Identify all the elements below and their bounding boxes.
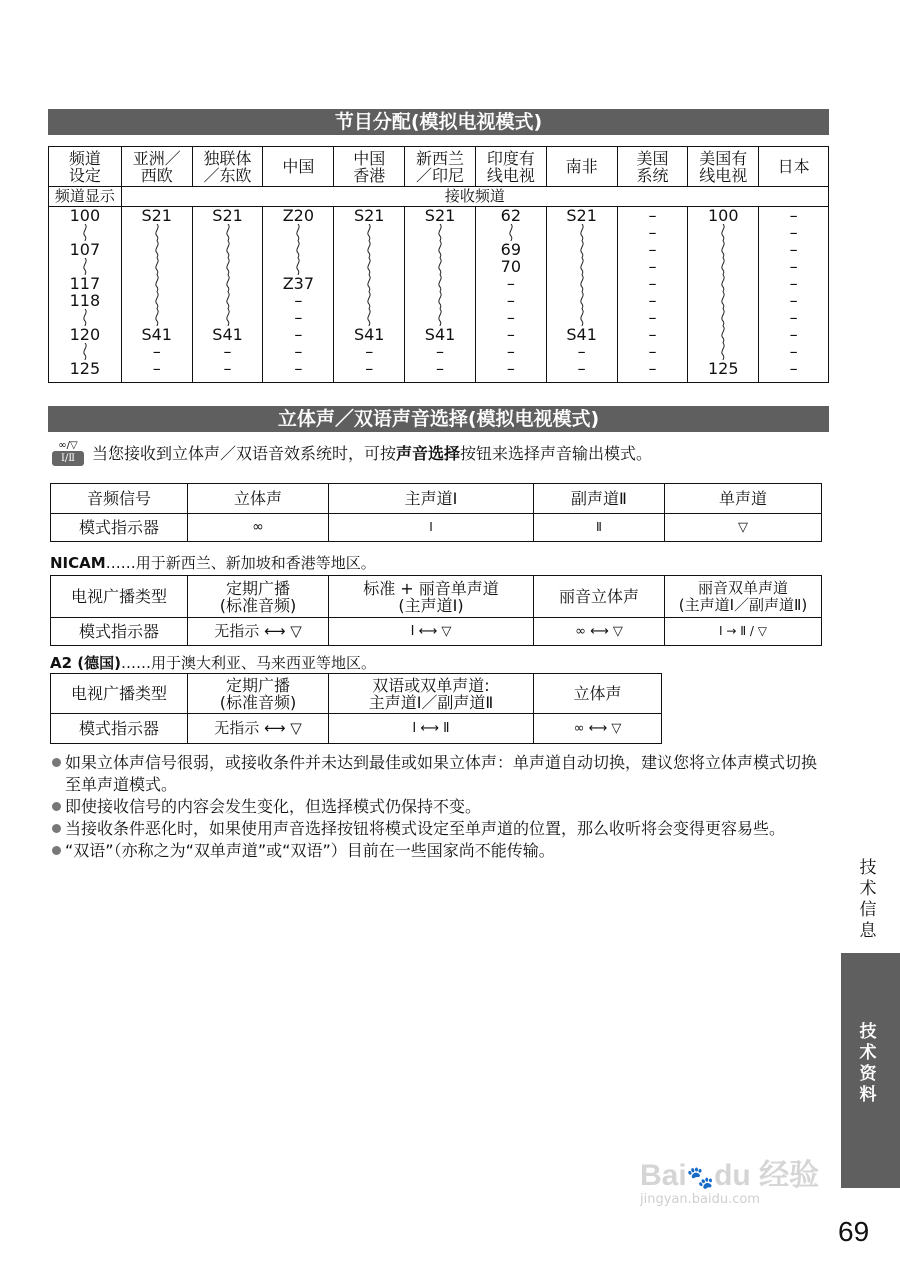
row-label-display: 频道显示 <box>49 187 122 207</box>
channel-cell: 70 <box>500 257 522 276</box>
channel-cell: 69 <box>500 240 522 259</box>
channel-cell: 62 <box>500 206 522 225</box>
audio-intro <box>92 444 652 464</box>
channel-cell: – <box>648 308 657 327</box>
channel-cell: 120 <box>69 325 101 344</box>
channel-cell <box>576 224 588 241</box>
receive-column-5 <box>475 207 546 383</box>
channel-cell <box>151 292 163 309</box>
channel-cell: – <box>436 359 445 378</box>
channel-cell: S21 <box>424 206 456 225</box>
channel-cell <box>363 309 375 326</box>
receive-column-6 <box>546 207 617 383</box>
channel-cell: – <box>506 325 515 344</box>
channel-cell <box>434 258 446 275</box>
a2-label: A2 (德国) <box>50 654 121 672</box>
indicator-regular: 无指示 ⟷ ▽ <box>188 714 329 744</box>
channel-cell <box>576 292 588 309</box>
header-nicam-dual: 丽音双单声道 (主声道Ⅰ／副声道Ⅱ) <box>665 576 822 618</box>
a2-text: ……用于澳大利亚、马来西亚等地区。 <box>120 654 376 672</box>
a2-line <box>50 652 376 673</box>
indicator-nicam-stereo: ∞ ⟷ ▽ <box>534 618 665 646</box>
indicator-mono: ▽ <box>665 514 822 542</box>
header-broadcast-type: 电视广播类型 <box>51 576 188 618</box>
header-a2-stereo: 立体声 <box>534 674 662 714</box>
channel-cell <box>151 258 163 275</box>
channel-cell: – <box>648 223 657 242</box>
header-nicam-mono: 标准 + 丽音单声道 (主声道Ⅰ) <box>329 576 534 618</box>
channel-cell: S21 <box>212 206 243 225</box>
indicator-nicam-dual: Ⅰ → Ⅱ / ▽ <box>665 618 822 646</box>
channel-cell: – <box>789 325 798 344</box>
channel-cell: 107 <box>69 240 101 259</box>
row-mode-indicator: 模式指示器 <box>51 714 188 744</box>
channel-cell <box>222 258 234 275</box>
header-broadcast-type: 电视广播类型 <box>51 674 188 714</box>
channel-cell <box>576 258 588 275</box>
channel-cell <box>222 224 234 241</box>
channel-cell <box>576 309 588 326</box>
channel-cell: – <box>789 359 798 378</box>
header-regular: 定期广播 (标准音频) <box>188 674 329 714</box>
channel-cell: – <box>152 342 161 361</box>
nicam-text: ……用于新西兰、新加坡和香港等地区。 <box>105 554 376 572</box>
indicator-main: Ⅰ <box>329 514 534 542</box>
channel-cell <box>717 224 729 241</box>
receive-column-8 <box>688 207 759 383</box>
indicator-nicam-mono: Ⅰ ⟷ ▽ <box>329 618 534 646</box>
bullet-icon <box>52 758 61 767</box>
channel-cell: – <box>789 257 798 276</box>
receive-column-7 <box>617 207 688 383</box>
channel-cell: – <box>506 342 515 361</box>
channel-cell: – <box>648 342 657 361</box>
row-label-receive: 接收频道 <box>121 187 828 207</box>
channel-cell: S41 <box>566 325 597 344</box>
channel-cell: – <box>789 240 798 259</box>
header-mono: 单声道 <box>665 484 822 514</box>
bullet-icon <box>52 846 61 855</box>
channel-header-0: 频道 设定 <box>49 147 122 187</box>
channel-cell: – <box>648 274 657 293</box>
channel-cell: – <box>577 359 586 378</box>
note-item: 当接收条件恶化时，如果使用声音选择按钮将模式设定至单声道的位置，那么收听将会变得更容易些。 <box>52 818 827 840</box>
channel-cell: – <box>789 308 798 327</box>
channel-cell: 117 <box>69 274 101 293</box>
header-sub: 副声道Ⅱ <box>534 484 665 514</box>
bullet-icon <box>52 802 61 811</box>
channel-cell: 100 <box>707 206 739 225</box>
sound-select-icon: Ⅰ/Ⅱ <box>52 451 84 466</box>
channel-cell: – <box>648 291 657 310</box>
a2-table <box>50 673 662 744</box>
channel-cell <box>222 309 234 326</box>
channel-display-column <box>49 207 122 383</box>
watermark-logo: Bai🐾du 经验 jingyan.baidu.com <box>640 1159 820 1207</box>
channel-cell <box>222 275 234 292</box>
header-regular: 定期广播 (标准音频) <box>188 576 329 618</box>
channel-cell <box>717 275 729 292</box>
channel-cell: – <box>506 359 515 378</box>
channel-header-9: 美国有 线电视 <box>688 147 759 187</box>
channel-cell: 125 <box>707 359 739 378</box>
header-nicam-stereo: 丽音立体声 <box>534 576 665 618</box>
channel-cell <box>363 258 375 275</box>
header-audio-signal: 音频信号 <box>51 484 188 514</box>
indicator-sub: Ⅱ <box>534 514 665 542</box>
channel-cell <box>576 275 588 292</box>
channel-cell: – <box>294 308 303 327</box>
channel-cell <box>363 292 375 309</box>
channel-cell <box>434 224 446 241</box>
channel-cell: – <box>436 342 445 361</box>
bullet-icon <box>52 824 61 833</box>
channel-cell <box>79 343 91 360</box>
indicator-a2-stereo: ∞ ⟷ ▽ <box>534 714 662 744</box>
channel-cell: – <box>506 308 515 327</box>
channel-cell <box>292 241 304 258</box>
channel-cell <box>505 224 517 241</box>
channel-header-2: 独联体 ／东欧 <box>192 147 263 187</box>
channel-cell: S41 <box>212 325 243 344</box>
section-title-channel: 节目分配(模拟电视模式) <box>48 109 829 135</box>
receive-column-9 <box>759 207 829 383</box>
channel-cell: – <box>365 359 374 378</box>
intro-text-bold: 声音选择 <box>396 444 461 463</box>
row-mode-indicator: 模式指示器 <box>51 618 188 646</box>
channel-header-10: 日本 <box>759 147 829 187</box>
channel-cell: – <box>506 291 515 310</box>
channel-cell: – <box>648 325 657 344</box>
channel-cell: S41 <box>353 325 385 344</box>
channel-cell <box>292 258 304 275</box>
channel-cell: – <box>152 359 161 378</box>
channel-cell <box>576 241 588 258</box>
section-title-audio: 立体声／双语声音选择(模拟电视模式) <box>48 406 829 432</box>
channel-cell: – <box>648 359 657 378</box>
intro-text-b: 按钮来选择声音输出模式。 <box>460 444 653 463</box>
indicator-bilingual: Ⅰ ⟷ Ⅱ <box>329 714 534 744</box>
channel-cell <box>222 241 234 258</box>
channel-cell <box>434 309 446 326</box>
channel-cell: – <box>294 359 303 378</box>
audio-button <box>50 440 86 466</box>
channel-cell <box>717 258 729 275</box>
channel-cell <box>151 309 163 326</box>
channel-table <box>48 146 829 383</box>
channel-cell: 125 <box>69 359 101 378</box>
note-item: 即使接收信号的内容会发生变化，但选择模式仍保持不变。 <box>52 796 827 818</box>
channel-cell: S21 <box>566 206 597 225</box>
intro-text-a: 当您接收到立体声／双语音效系统时，可按 <box>92 444 397 463</box>
channel-cell <box>79 309 91 326</box>
note-item: 如果立体声信号很弱，或接收条件并未达到最佳或如果立体声：单声道自动切换，建议您将立体声模式切换至单声道模式。 <box>52 752 827 796</box>
channel-cell: – <box>577 342 586 361</box>
channel-header-1: 亚洲／ 西欧 <box>121 147 192 187</box>
header-bilingual: 双语或双单声道: 主声道Ⅰ／副声道Ⅱ <box>329 674 534 714</box>
header-main: 主声道Ⅰ <box>329 484 534 514</box>
channel-cell <box>434 275 446 292</box>
channel-header-3: 中国 <box>263 147 334 187</box>
nicam-table <box>50 575 822 646</box>
channel-cell: – <box>506 274 515 293</box>
indicator-regular: 无指示 ⟷ ▽ <box>188 618 329 646</box>
channel-cell <box>151 275 163 292</box>
channel-cell: 100 <box>69 206 101 225</box>
channel-cell <box>79 224 91 241</box>
page-number: 69 <box>838 1216 870 1247</box>
channel-cell: – <box>648 206 657 225</box>
channel-cell: Z37 <box>282 274 315 293</box>
header-stereo: 立体声 <box>188 484 329 514</box>
side-tab-tech-info[interactable]: 技 术 信 息 <box>859 858 877 941</box>
channel-header-8: 美国 系统 <box>617 147 688 187</box>
channel-cell: Z20 <box>282 206 315 225</box>
channel-cell: – <box>789 206 798 225</box>
channel-cell <box>151 241 163 258</box>
note-item: “双语”（亦称之为“双单声道”或“双语”）目前在一些国家尚不能传输。 <box>52 840 827 862</box>
channel-cell <box>151 224 163 241</box>
channel-header-4: 中国 香港 <box>334 147 405 187</box>
channel-cell: – <box>294 325 303 344</box>
channel-cell <box>79 258 91 275</box>
channel-cell: – <box>294 291 303 310</box>
nicam-line <box>50 552 376 573</box>
channel-cell <box>717 292 729 309</box>
channel-cell <box>222 292 234 309</box>
side-tab-tech-data[interactable]: 技 术 资 料 <box>859 1022 877 1105</box>
channel-cell: – <box>365 342 374 361</box>
channel-cell <box>717 241 729 258</box>
indicator-stereo: ∞ <box>188 514 329 542</box>
channel-cell: – <box>648 240 657 259</box>
channel-cell: S41 <box>141 325 172 344</box>
channel-cell <box>717 309 729 326</box>
channel-cell: S21 <box>353 206 385 225</box>
channel-cell: – <box>648 257 657 276</box>
row-mode-indicator: 模式指示器 <box>51 514 188 542</box>
receive-column-1 <box>192 207 263 383</box>
channel-cell <box>363 275 375 292</box>
channel-cell: – <box>789 342 798 361</box>
nicam-label: NICAM <box>50 554 106 572</box>
channel-cell: – <box>789 274 798 293</box>
receive-column-2 <box>263 207 334 383</box>
channel-cell: 118 <box>69 291 101 310</box>
channel-header-6: 印度有 线电视 <box>475 147 546 187</box>
channel-cell <box>363 224 375 241</box>
channel-header-7: 南非 <box>546 147 617 187</box>
channel-cell: – <box>789 291 798 310</box>
channel-header-5: 新西兰 ／印尼 <box>405 147 476 187</box>
channel-cell: S41 <box>424 325 456 344</box>
channel-cell <box>292 224 304 241</box>
receive-column-4 <box>405 207 476 383</box>
channel-cell <box>717 326 729 343</box>
receive-column-0 <box>121 207 192 383</box>
channel-cell <box>717 343 729 360</box>
receive-column-3 <box>334 207 405 383</box>
channel-cell <box>434 241 446 258</box>
channel-cell: – <box>223 342 232 361</box>
audio-signal-table <box>50 483 822 542</box>
channel-cell: – <box>223 359 232 378</box>
channel-cell: – <box>789 223 798 242</box>
channel-cell <box>434 292 446 309</box>
channel-cell: – <box>294 342 303 361</box>
channel-cell: S21 <box>141 206 172 225</box>
stereo-icon: ∞/▽ <box>58 440 78 451</box>
notes-list <box>52 752 827 862</box>
channel-cell <box>363 241 375 258</box>
